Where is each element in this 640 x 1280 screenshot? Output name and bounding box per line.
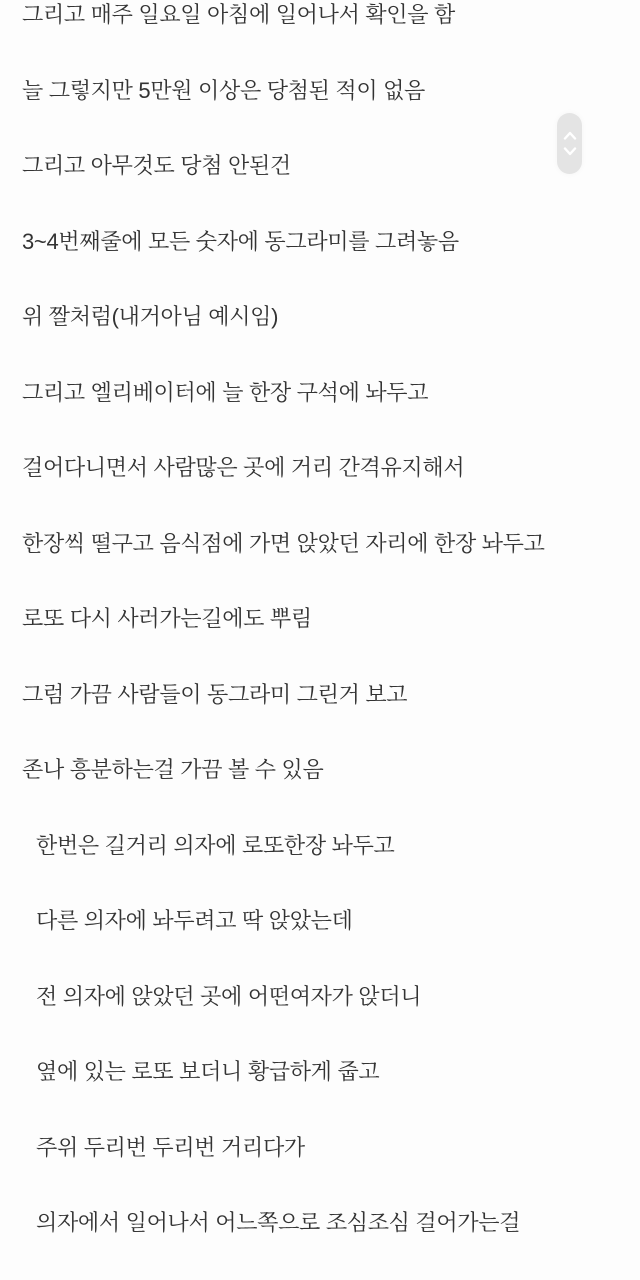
- text-line: 로또 다시 사러가는길에도 뿌림: [22, 606, 312, 631]
- text-line: 3~4번째줄에 모든 숫자에 동그라미를 그려놓음: [22, 229, 459, 254]
- text-line: 전 의자에 앉았던 곳에 어떤여자가 앉더니: [36, 984, 422, 1009]
- text-line: 그럼 가끔 사람들이 동그라미 그린거 보고: [22, 682, 408, 707]
- text-line: 늘 그렇지만 5만원 이상은 당첨된 적이 없음: [22, 78, 425, 103]
- text-line: 그리고 매주 일요일 아침에 일어나서 확인을 함: [22, 2, 455, 27]
- scroll-up-button[interactable]: [563, 131, 577, 140]
- text-line: 존나 흥분하는걸 가끔 볼 수 있음: [22, 757, 324, 782]
- text-line: 한번은 길거리 의자에 로또한장 놔두고: [36, 833, 395, 858]
- chevron-down-icon: [563, 147, 577, 156]
- text-line: 그리고 아무것도 당첨 안된건: [22, 153, 291, 178]
- text-line: 한장씩 떨구고 음식점에 가면 앉았던 자리에 한장 놔두고: [22, 531, 545, 556]
- text-line: 그리고 엘리베이터에 늘 한장 구석에 놔두고: [22, 380, 429, 405]
- scroll-navigator: [557, 113, 582, 174]
- chevron-up-icon: [563, 131, 577, 140]
- text-line: 옆에 있는 로또 보더니 황급하게 줍고: [36, 1059, 380, 1084]
- text-line: 다른 의자에 놔두려고 딱 앉았는데: [36, 908, 353, 933]
- scroll-down-button[interactable]: [563, 147, 577, 156]
- text-line: 위 짤처럼(내거아님 예시임): [22, 304, 279, 329]
- text-line: 걸어다니면서 사람많은 곳에 거리 간격유지해서: [22, 455, 465, 480]
- text-line: 의자에서 일어나서 어느쪽으로 조심조심 걸어가는걸: [36, 1210, 521, 1235]
- text-line: 주위 두리번 두리번 거리다가: [36, 1135, 305, 1160]
